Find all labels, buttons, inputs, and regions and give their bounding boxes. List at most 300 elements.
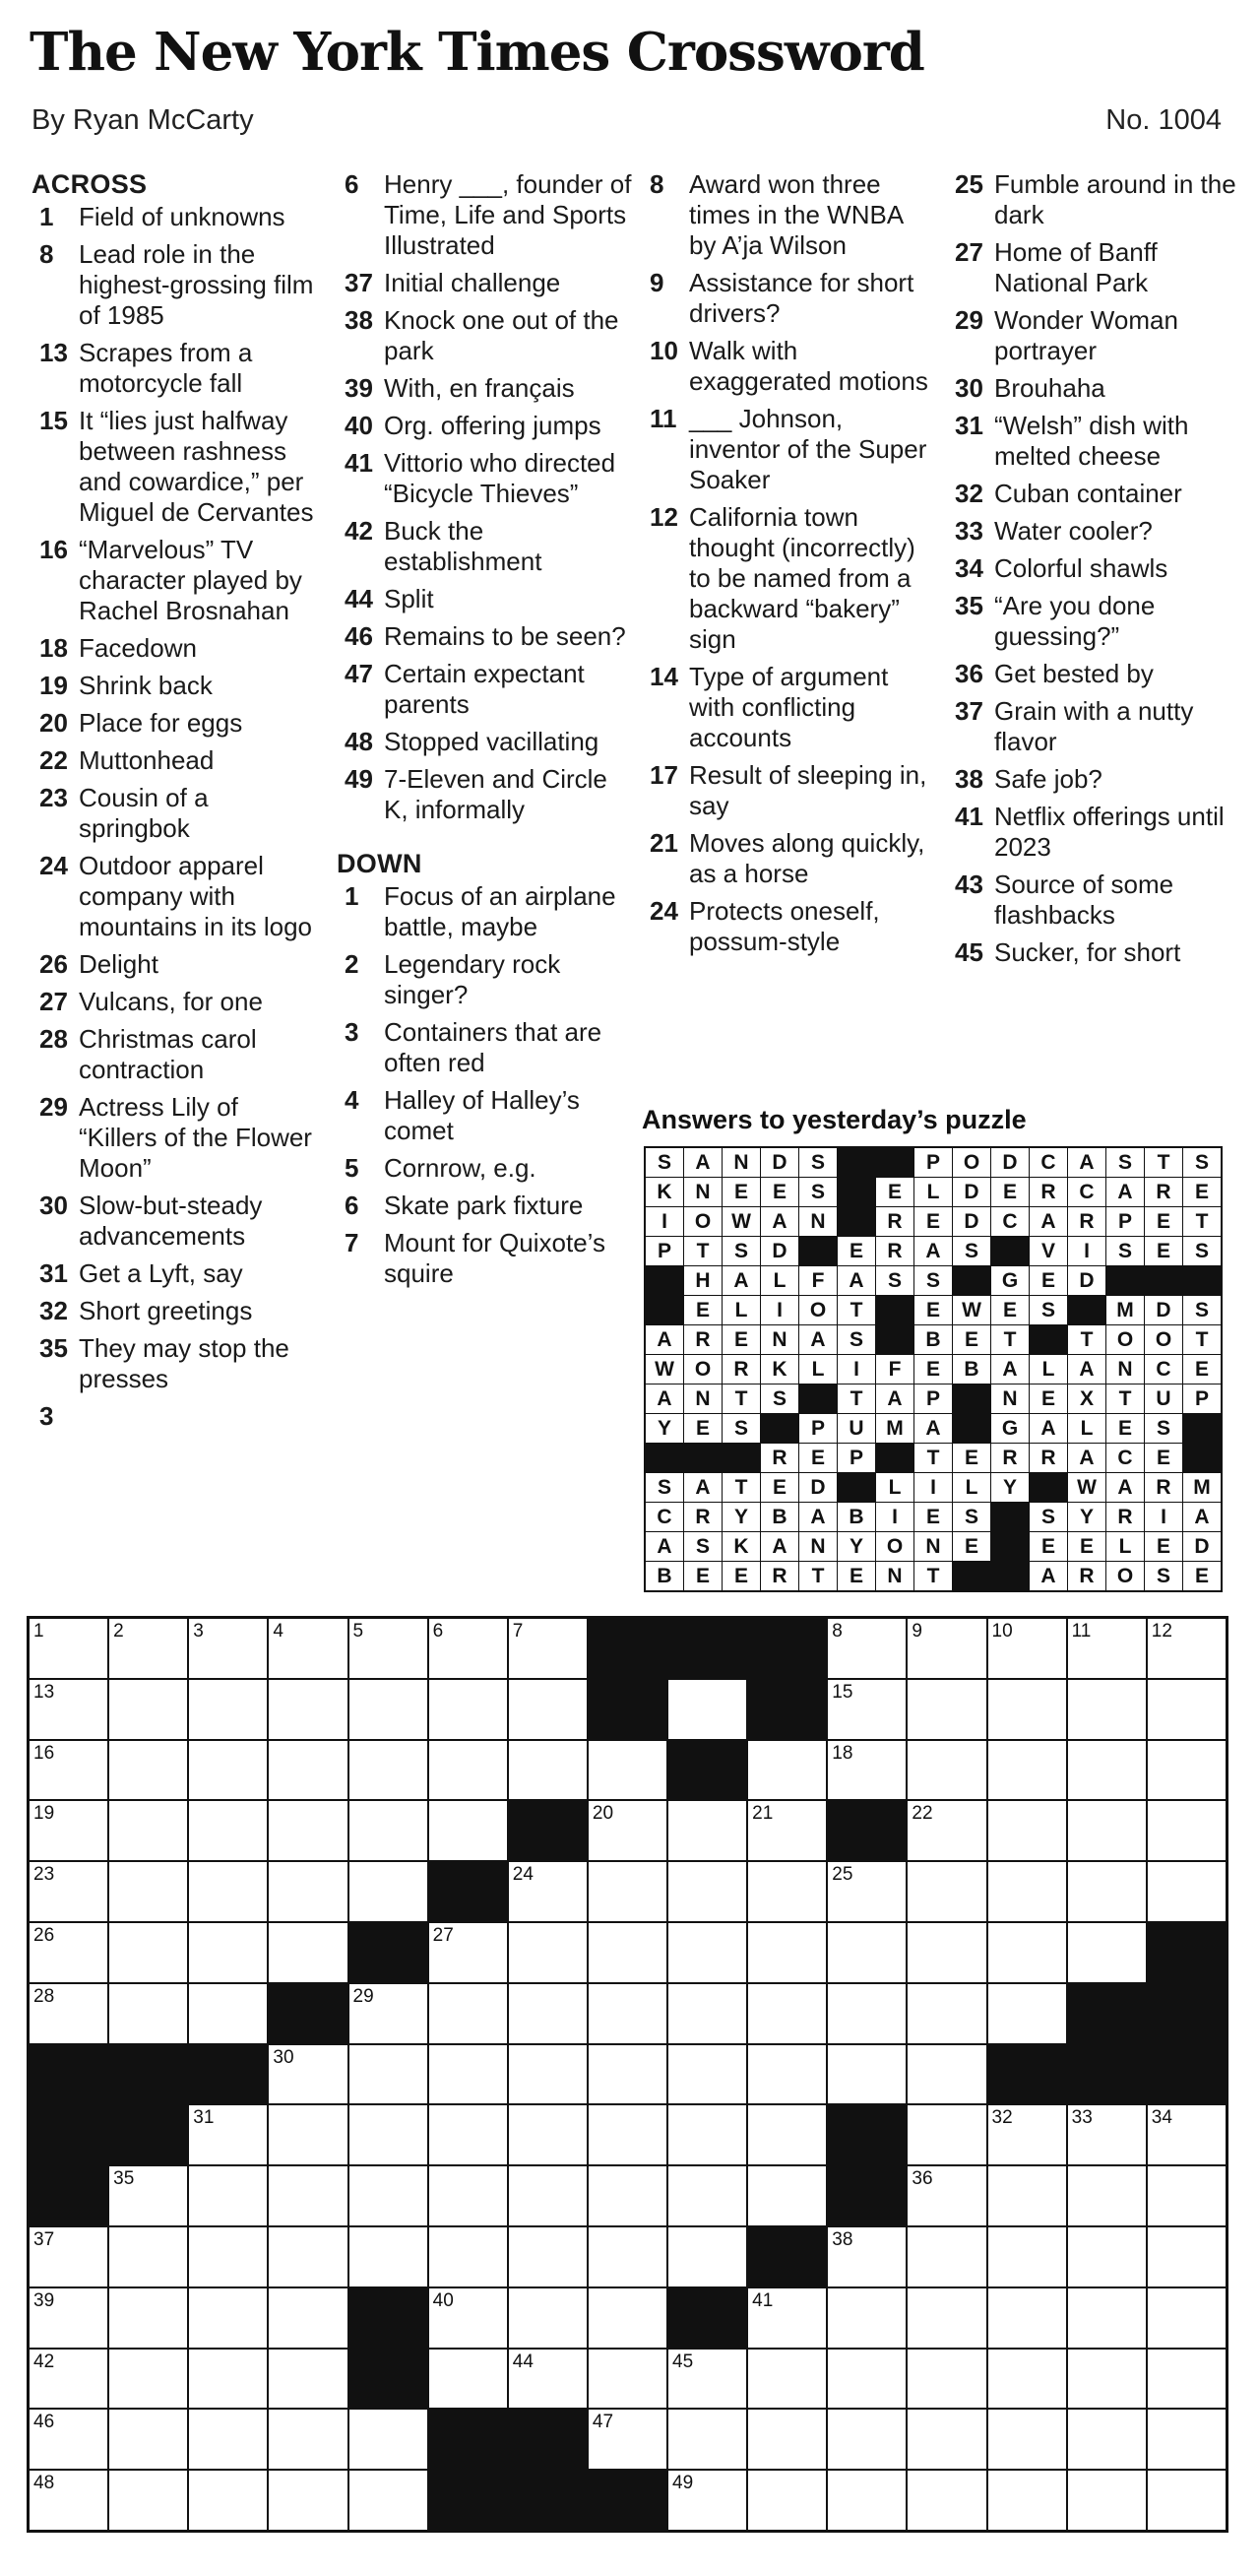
cell-number: 34 [1151,2107,1172,2129]
grid-cell[interactable] [30,2410,107,2469]
grid-cell[interactable] [189,1923,267,1982]
answer-letter: A [799,1325,837,1354]
clue-number: 20 [39,708,68,738]
grid-cell[interactable] [109,1862,187,1921]
grid-cell[interactable] [30,2227,107,2286]
grid-cell[interactable] [589,2410,666,2469]
grid-cell[interactable] [109,2166,187,2225]
grid-cell[interactable] [269,2105,346,2164]
grid-cell[interactable] [1068,1619,1146,1678]
grid-cell[interactable] [349,2471,427,2530]
grid-cell[interactable] [908,1741,985,1800]
grid-black-square [509,1801,587,1860]
grid-cell[interactable] [30,1862,107,1921]
grid-cell[interactable] [828,2410,906,2469]
answer-letter: E [723,1178,760,1206]
grid-cell[interactable] [429,2227,507,2286]
grid-cell[interactable] [988,2105,1066,2164]
cell-number: 28 [33,1985,55,2007]
answer-letter: B [838,1503,875,1531]
grid-cell[interactable] [269,2166,346,2225]
grid-cell[interactable] [1068,1923,1146,1982]
clue-text: Legendary rock singer? [384,949,561,1009]
grid-cell[interactable] [109,1984,187,2043]
clue-text: Split [384,584,434,613]
grid-cell[interactable] [429,1741,507,1800]
grid-cell[interactable] [429,1680,507,1739]
clue-number: 46 [345,621,373,651]
answer-letter: I [838,1355,875,1384]
answer-letter: M [1183,1473,1221,1502]
answer-letter: A [684,1473,722,1502]
grid-cell[interactable] [429,2166,507,2225]
grid-cell[interactable] [589,2045,666,2104]
grid-cell[interactable] [988,2471,1066,2530]
grid-cell[interactable] [589,1741,666,1800]
grid-cell[interactable] [509,1984,587,2043]
grid-cell[interactable] [429,1984,507,2043]
answer-letter: P [1106,1207,1144,1236]
answer-letter: I [761,1296,798,1324]
grid-cell[interactable] [1148,2350,1226,2409]
clue-number: 33 [955,516,983,546]
answer-letter: D [953,1207,990,1236]
grid-cell[interactable] [748,2410,826,2469]
grid-cell[interactable] [109,2227,187,2286]
answers-grid [644,1146,1223,1592]
grid-cell[interactable] [908,2350,985,2409]
grid-cell[interactable] [748,1923,826,1982]
grid-cell[interactable] [748,2045,826,2104]
grid-cell[interactable] [828,1680,906,1739]
clue-item [31,202,317,232]
grid-cell[interactable] [908,2166,985,2225]
grid-cell[interactable] [349,1801,427,1860]
answer-letter: P [914,1148,952,1177]
grid-cell[interactable] [509,2227,587,2286]
answer-letter: E [723,1325,760,1354]
grid-cell[interactable] [429,1619,507,1678]
clue-item [337,727,632,757]
clue-text: Home of Banff National Park [994,237,1158,297]
clue-item [337,621,632,652]
answer-letter: E [953,1532,990,1561]
grid-cell[interactable] [828,2227,906,2286]
grid-cell[interactable] [349,2045,427,2104]
grid-cell[interactable] [30,2350,107,2409]
grid-cell[interactable] [988,2288,1066,2348]
clue-item [337,1017,632,1078]
grid-cell[interactable] [1148,2471,1226,2530]
grid-cell[interactable] [828,2288,906,2348]
grid-cell[interactable] [748,2166,826,2225]
grid-cell[interactable] [1148,2166,1226,2225]
grid-cell[interactable] [30,2471,107,2530]
grid-cell[interactable] [429,1923,507,1982]
answer-letter: N [991,1385,1029,1413]
answer-letter: S [876,1266,913,1295]
answer-letter: S [1145,1414,1182,1443]
answer-letter: A [1030,1562,1067,1590]
grid-cell[interactable] [1068,2288,1146,2348]
grid-cell[interactable] [668,2471,746,2530]
grid-cell[interactable] [349,2227,427,2286]
down-clue-list [947,169,1238,968]
grid-cell[interactable] [828,1862,906,1921]
grid-cell[interactable] [189,2350,267,2409]
grid-cell[interactable] [908,1862,985,1921]
clue-number: 3 [345,1017,359,1047]
grid-cell[interactable] [988,1923,1066,1982]
cell-number: 4 [273,1621,283,1642]
grid-cell[interactable] [748,2350,826,2409]
cell-number: 29 [352,1985,374,2007]
grid-cell[interactable] [988,1680,1066,1739]
clue-item [337,1228,632,1289]
grid-cell[interactable] [269,2350,346,2409]
answer-letter: E [914,1207,952,1236]
grid-cell[interactable] [1068,2166,1146,2225]
grid-cell[interactable] [668,2045,746,2104]
grid-cell[interactable] [509,2350,587,2409]
answer-letter: T [838,1296,875,1324]
grid-cell[interactable] [1068,1862,1146,1921]
grid-cell[interactable] [589,2166,666,2225]
grid-cell[interactable] [509,2045,587,2104]
grid-cell[interactable] [269,1862,346,1921]
grid-cell[interactable] [269,2288,346,2348]
grid-cell[interactable] [109,2288,187,2348]
grid-black-square [668,1619,746,1678]
grid-black-square [1148,1984,1226,2043]
grid-cell[interactable] [189,1862,267,1921]
grid-cell[interactable] [349,2105,427,2164]
puzzle-number: No. 1004 [1105,104,1222,136]
answer-black-square [1106,1266,1144,1295]
grid-cell[interactable] [269,2471,346,2530]
grid-cell[interactable] [509,1619,587,1678]
answer-letter: W [953,1296,990,1324]
grid-cell[interactable] [589,2350,666,2409]
clue-text: Focus of an airplane battle, maybe [384,881,616,941]
grid-cell[interactable] [429,2350,507,2409]
grid-black-square [189,2045,267,2104]
grid-cell[interactable] [349,1741,427,1800]
grid-cell[interactable] [988,2350,1066,2409]
grid-cell[interactable] [189,1801,267,1860]
answer-letter: N [761,1325,798,1354]
clue-item [31,1401,317,1432]
grid-cell[interactable] [668,1680,746,1739]
answer-black-square [876,1444,913,1472]
grid-cell[interactable] [509,1862,587,1921]
grid-cell[interactable] [1068,1680,1146,1739]
clue-number: 30 [955,373,983,403]
grid-cell[interactable] [668,1984,746,2043]
clue-number: 10 [650,336,678,365]
grid-cell[interactable] [908,2105,985,2164]
grid-cell[interactable] [109,2410,187,2469]
grid-cell[interactable] [748,1741,826,1800]
grid-cell[interactable] [988,2227,1066,2286]
grid-cell[interactable] [109,1741,187,1800]
answer-black-square [799,1385,837,1413]
grid-cell[interactable] [30,1801,107,1860]
grid-cell[interactable] [1148,2227,1226,2286]
clue-item [642,404,933,495]
grid-cell[interactable] [30,2288,107,2348]
answer-letter: R [876,1207,913,1236]
grid-cell[interactable] [908,2471,985,2530]
grid-cell[interactable] [269,2045,346,2104]
grid-cell[interactable] [1068,2471,1146,2530]
grid-cell[interactable] [109,1680,187,1739]
cell-number: 40 [432,2289,454,2311]
clue-text: Walk with exaggerated motions [689,336,928,396]
answer-letter: S [1183,1148,1221,1177]
answer-letter: T [799,1562,837,1590]
answer-letter: D [1068,1266,1105,1295]
answer-letter: F [799,1266,837,1295]
clue-item [337,1191,632,1221]
grid-cell[interactable] [908,1619,985,1678]
clue-item [31,1333,317,1394]
answer-letter: R [1030,1444,1067,1472]
clue-number: 12 [650,502,678,532]
grid-cell[interactable] [748,1862,826,1921]
clue-number: 35 [955,591,983,620]
answer-black-square [799,1237,837,1265]
grid-cell[interactable] [908,1984,985,2043]
grid-cell[interactable] [589,2227,666,2286]
grid-cell[interactable] [189,1984,267,2043]
grid-cell[interactable] [30,1741,107,1800]
grid-cell[interactable] [109,1619,187,1678]
grid-cell[interactable] [269,1619,346,1678]
grid-cell[interactable] [988,1984,1066,2043]
grid-cell[interactable] [908,2045,985,2104]
clue-text: Muttonhead [79,745,215,775]
grid-cell[interactable] [189,2227,267,2286]
clue-item [337,949,632,1010]
grid-cell[interactable] [189,2166,267,2225]
grid-cell[interactable] [109,1801,187,1860]
clue-number: 2 [345,949,359,979]
answer-letter: R [1068,1562,1105,1590]
grid-cell[interactable] [668,2410,746,2469]
grid-cell[interactable] [828,2045,906,2104]
grid-cell[interactable] [269,2227,346,2286]
grid-cell[interactable] [988,1619,1066,1678]
grid-cell[interactable] [109,1923,187,1982]
grid-cell[interactable] [828,1741,906,1800]
grid-cell[interactable] [1068,2350,1146,2409]
grid-cell[interactable] [509,2288,587,2348]
answer-letter: E [684,1296,722,1324]
answer-letter: S [684,1532,722,1561]
grid-cell[interactable] [509,1741,587,1800]
grid-cell[interactable] [1068,2105,1146,2164]
answer-black-square [1183,1444,1221,1472]
grid-cell[interactable] [349,2166,427,2225]
grid-cell[interactable] [748,2471,826,2530]
grid-cell[interactable] [30,1680,107,1739]
cell-number: 13 [33,1681,55,1703]
grid-cell[interactable] [589,1923,666,1982]
grid-cell[interactable] [828,1619,906,1678]
grid-cell[interactable] [589,1862,666,1921]
clue-number: 29 [955,305,983,335]
grid-cell[interactable] [1148,1862,1226,1921]
answer-letter: A [761,1532,798,1561]
grid-cell[interactable] [349,1984,427,2043]
grid-cell[interactable] [828,2350,906,2409]
grid-cell[interactable] [908,2227,985,2286]
grid-cell[interactable] [429,2045,507,2104]
grid-cell[interactable] [1148,1741,1226,1800]
clue-number: 32 [39,1296,68,1325]
grid-cell[interactable] [828,2471,906,2530]
grid-cell[interactable] [668,1862,746,1921]
grid-cell[interactable] [429,2105,507,2164]
grid-cell[interactable] [908,1801,985,1860]
grid-cell[interactable] [828,1984,906,2043]
answer-black-square [723,1444,760,1472]
clue-text: They may stop the presses [79,1333,289,1393]
grid-cell[interactable] [1148,1801,1226,1860]
grid-cell[interactable] [269,1801,346,1860]
grid-cell[interactable] [1068,1741,1146,1800]
grid-cell[interactable] [1148,2105,1226,2164]
grid-cell[interactable] [589,2105,666,2164]
grid-cell[interactable] [668,2105,746,2164]
grid-cell[interactable] [668,2166,746,2225]
grid-cell[interactable] [668,1923,746,1982]
grid-cell[interactable] [988,2166,1066,2225]
grid-cell[interactable] [748,1801,826,1860]
answer-black-square [1030,1473,1067,1502]
grid-cell[interactable] [1148,2288,1226,2348]
grid-cell[interactable] [668,1801,746,1860]
grid-cell[interactable] [1068,2227,1146,2286]
grid-cell[interactable] [429,2288,507,2348]
grid-cell[interactable] [269,1680,346,1739]
grid-cell[interactable] [349,2410,427,2469]
grid-cell[interactable] [30,1923,107,1982]
grid-cell[interactable] [189,2288,267,2348]
grid-cell[interactable] [189,1619,267,1678]
grid-cell[interactable] [1148,2410,1226,2469]
grid-cell[interactable] [668,2227,746,2286]
grid-cell[interactable] [668,2350,746,2409]
grid-cell[interactable] [269,1923,346,1982]
grid-black-square [109,2105,187,2164]
grid-cell[interactable] [269,1741,346,1800]
grid-cell[interactable] [349,1862,427,1921]
grid-cell[interactable] [748,2105,826,2164]
grid-cell[interactable] [908,2410,985,2469]
grid-cell[interactable] [189,2410,267,2469]
grid-cell[interactable] [269,2410,346,2469]
grid-cell[interactable] [589,1801,666,1860]
answer-letter: R [761,1444,798,1472]
grid-cell[interactable] [109,2350,187,2409]
grid-black-square [668,1741,746,1800]
grid-cell[interactable] [189,2471,267,2530]
grid-cell[interactable] [1068,2410,1146,2469]
grid-cell[interactable] [509,1923,587,1982]
grid-cell[interactable] [509,1680,587,1739]
grid-cell[interactable] [429,1801,507,1860]
grid-cell[interactable] [1068,1801,1146,1860]
answer-letter: D [1145,1296,1182,1324]
grid-cell[interactable] [30,1619,107,1678]
grid-cell[interactable] [828,1923,906,1982]
grid-cell[interactable] [509,2105,587,2164]
crossword-grid[interactable] [27,1616,1228,2533]
grid-cell[interactable] [988,1801,1066,1860]
grid-cell[interactable] [109,2471,187,2530]
clue-item [947,479,1238,509]
grid-black-square [1148,1923,1226,1982]
clue-number: 36 [955,659,983,688]
cell-number: 31 [193,2107,215,2129]
answer-letter: E [1030,1385,1067,1413]
answer-letter: T [1183,1207,1221,1236]
grid-cell[interactable] [189,2105,267,2164]
grid-cell[interactable] [589,1984,666,2043]
grid-cell[interactable] [589,2288,666,2348]
cell-number: 20 [592,1803,614,1825]
answers-title: Answers to yesterday’s puzzle [642,1105,1027,1134]
grid-cell[interactable] [349,1680,427,1739]
answer-letter: W [646,1355,683,1384]
clue-number: 22 [39,745,68,775]
grid-cell[interactable] [349,1619,427,1678]
grid-cell[interactable] [988,1741,1066,1800]
grid-cell[interactable] [748,1984,826,2043]
grid-cell[interactable] [748,2288,826,2348]
grid-cell[interactable] [1148,1619,1226,1678]
grid-cell[interactable] [509,2166,587,2225]
grid-cell[interactable] [189,1741,267,1800]
grid-cell[interactable] [988,2410,1066,2469]
answer-letter: A [1068,1444,1105,1472]
clue-column-3 [642,169,933,964]
answer-letter: C [991,1207,1029,1236]
answer-letter: S [1183,1237,1221,1265]
grid-cell[interactable] [908,1680,985,1739]
across-heading: ACROSS [31,169,148,199]
grid-cell[interactable] [988,1862,1066,1921]
clue-text: Outdoor apparel company with mountains in its logo [79,851,313,941]
answer-letter: D [799,1473,837,1502]
answer-black-square [1068,1296,1105,1324]
answer-letter: O [953,1148,990,1177]
clue-text: Certain expectant parents [384,659,585,719]
grid-cell[interactable] [30,1984,107,2043]
grid-cell[interactable] [908,2288,985,2348]
grid-cell[interactable] [1148,1680,1226,1739]
grid-black-square [30,2045,107,2104]
clue-column-1 [31,169,317,1439]
answer-black-square [684,1444,722,1472]
grid-cell[interactable] [908,1923,985,1982]
clue-number: 17 [650,760,678,790]
answer-letter: E [876,1178,913,1206]
cell-number: 5 [352,1621,364,1642]
grid-cell[interactable] [189,1680,267,1739]
